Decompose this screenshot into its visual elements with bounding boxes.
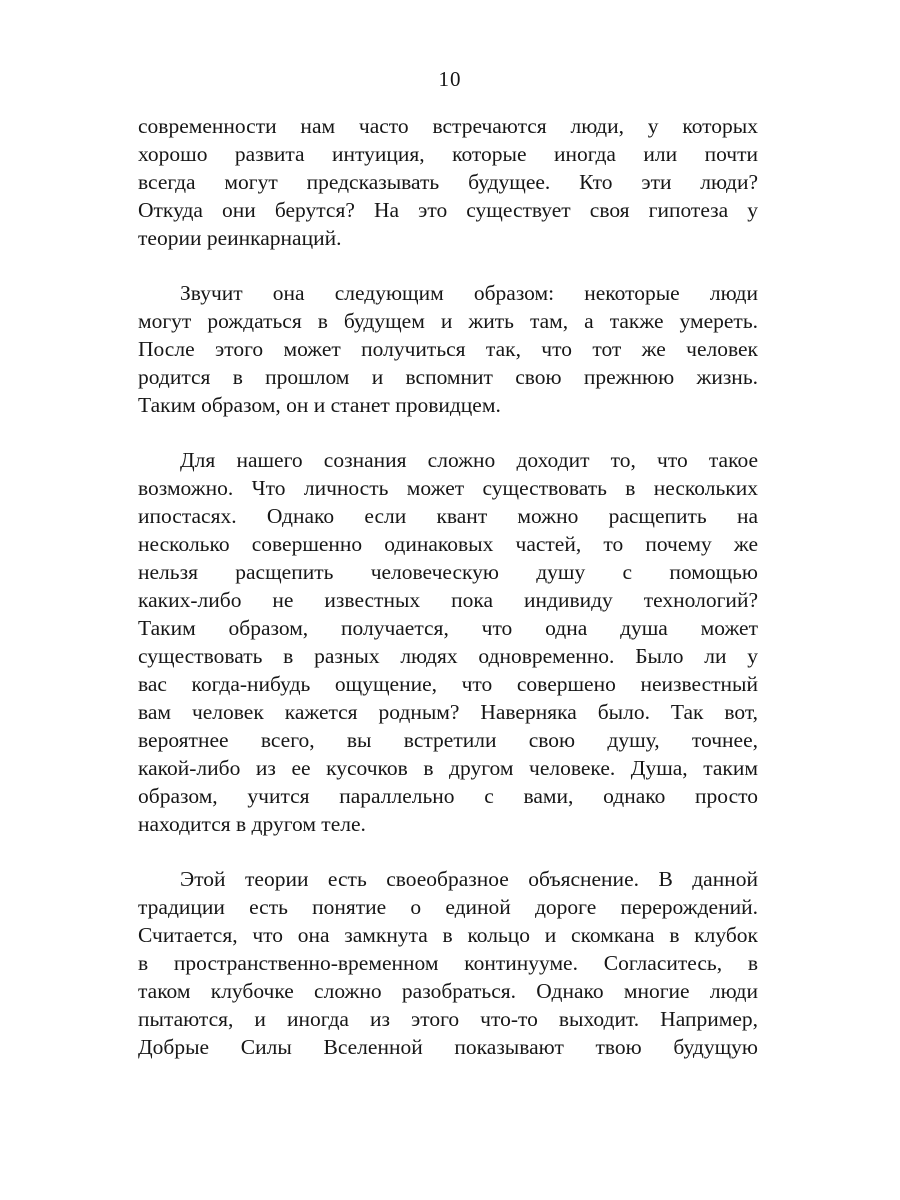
text-line: пытаются, и иногда из этого что-то выходит. Например, — [138, 1007, 758, 1031]
text-line: хорошо развита интуиция, которые иногда или почти — [138, 142, 758, 166]
text-line: Таким образом, получается, что одна душа может — [138, 616, 758, 640]
page-text — [138, 112, 758, 1061]
text-line: существовать в разных людях одновременно. Было ли у — [138, 644, 758, 668]
text-line: Звучит она следующим образом: некоторые люди — [180, 281, 758, 305]
text-line: вам человек кажется родным? Наверняка было. Так вот, — [138, 700, 758, 724]
text-line: всегда могут предсказывать будущее. Кто эти люди? — [138, 170, 758, 194]
text-line: возможно. Что личность может существовать в нескольких — [138, 476, 758, 500]
text-line: какой-либо из ее кусочков в другом человеке. Душа, таким — [138, 756, 758, 780]
text-line: ипостасях. Однако если квант можно расщепить на — [138, 504, 758, 528]
paragraph — [138, 446, 758, 838]
text-line: После этого может получиться так, что тот же человек — [138, 337, 758, 361]
paragraph — [138, 112, 758, 252]
text-line: в пространственно-временном континууме. Согласитесь, в — [138, 951, 758, 975]
paragraph — [138, 865, 758, 1061]
text-line: родится в прошлом и вспомнит свою прежнюю жизнь. — [138, 365, 758, 389]
text-line: Добрые Силы Вселенной показывают твою будущую — [138, 1035, 758, 1059]
page-number: 10 — [438, 67, 462, 91]
text-line: таком клубочке сложно разобраться. Однако многие люди — [138, 979, 758, 1003]
text-line: находится в другом теле. — [138, 812, 366, 836]
text-line: Откуда они берутся? На это существует своя гипотеза у — [138, 198, 758, 222]
text-line: Для нашего сознания сложно доходит то, что такое — [180, 448, 758, 472]
text-line: вас когда-нибудь ощущение, что совершено неизвестный — [138, 672, 758, 696]
text-line: нельзя расщепить человеческую душу с помощью — [138, 560, 758, 584]
text-line: образом, учится параллельно с вами, однако просто — [138, 784, 758, 808]
text-line: теории реинкарнаций. — [138, 226, 342, 250]
text-line: традиции есть понятие о единой дороге перерождений. — [138, 895, 758, 919]
text-line: каких-либо не известных пока индивиду технологий? — [138, 588, 758, 612]
text-line: Этой теории есть своеобразное объяснение. В данной — [180, 867, 758, 891]
text-line: вероятнее всего, вы встретили свою душу, точнее, — [138, 728, 758, 752]
text-line: несколько совершенно одинаковых частей, то почему же — [138, 532, 758, 556]
paragraph — [138, 279, 758, 419]
text-line: современности нам часто встречаются люди, у которых — [138, 114, 758, 138]
text-line: могут рождаться в будущем и жить там, а также умереть. — [138, 309, 758, 333]
text-line: Считается, что она замкнута в кольцо и скомкана в клубок — [138, 923, 758, 947]
text-line: Таким образом, он и станет провидцем. — [138, 393, 501, 417]
